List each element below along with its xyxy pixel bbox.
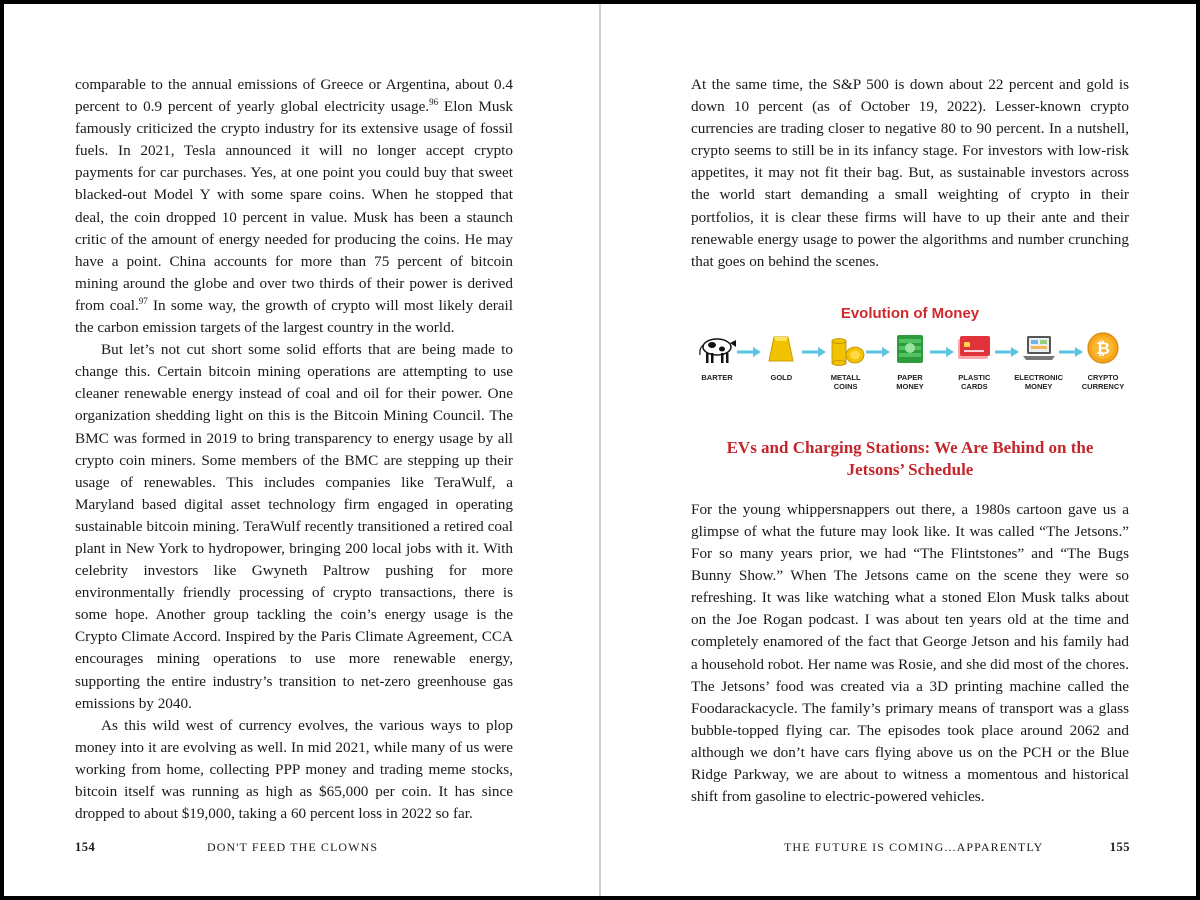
figure-stage (1013, 329, 1065, 391)
book-spread (4, 4, 1196, 896)
figure-stage-label: BARTER (701, 372, 733, 382)
left-page-body (75, 74, 513, 825)
figure-stage (755, 329, 807, 382)
banknotes-icon (890, 329, 930, 367)
section-heading-line-2: Jetsons’ Schedule (846, 459, 974, 479)
section-heading-line-1: EVs and Charging Stations: We Are Behind on the (726, 437, 1094, 457)
evolution-of-money-figure (691, 305, 1129, 405)
right-footer (784, 840, 1130, 855)
credit-card-icon (954, 329, 994, 367)
figure-stage-label: CRYPTO CURRENCY (1081, 372, 1125, 391)
left-footer (75, 840, 379, 855)
figure-stage-label: PAPER MONEY (896, 372, 924, 391)
gold-bar-icon (761, 329, 801, 367)
figure-stage (884, 329, 936, 391)
right-running-head: THE FUTURE IS COMING...APPARENTLY (784, 840, 1044, 854)
left-page-number: 154 (75, 840, 96, 854)
figure-stage (948, 329, 1000, 391)
left-paragraph: As this wild west of currency evolves, the various ways to plop money into it are evolving as well. In mid 2021, while many of us were working from home, collecting PPP money and trading meme stocks, bitcoin itself was running as high as $65,000 per coin. It has since dropped to about $19,000, taking a 60 percent loss in 2022 so far. (75, 716, 513, 823)
coins-icon (826, 329, 866, 367)
page-gutter (599, 4, 601, 896)
svg-text:₿: ₿ (1096, 338, 1110, 358)
figure-stage-label: GOLD (770, 372, 793, 382)
left-page (75, 74, 513, 825)
right-page (691, 74, 1129, 808)
cow-icon (697, 329, 737, 367)
right-paragraph-bottom: For the young whippersnappers out there, a 1980s cartoon gave us a glimpse of what the future may look like. It was called “The Jetsons.” For so many years prior, we had “The Flintstones” and “The Bugs Bunny Show.” When The Jetsons came on the scene they were so refreshing. It was like watching what a stoned Elon Musk talks about on the Joe Rogan podcast. I was about ten years old at the time and completely enamored of the fact that George Jetson and his family had a household robot. Her name was Rosie, and she did most of the chores. The Jetsons’ food was created via a 3D printing machine called the Foodarackacycle. The family’s primary means of transport was a glass bubble-topped flying car. The episodes took place around 2062 and although we don’t have cars flying above us on the PCH or the Blue Ridge Parkway, we are about to witness a momentous and historical shift from gasoline to electric-powered vehicles. (691, 500, 1129, 806)
figure-stage-label: METALL COINS (830, 372, 861, 391)
figure-stage (691, 329, 743, 382)
right-paragraph-top: At the same time, the S&P 500 is down about 22 percent and gold is down 10 percent (as of October 19, 2022). Lesser-known crypto currencies are trading closer to negative 80 to 90 percent. In a nutshell, crypto seems to still be in its infancy stage. For investors with low-risk appetites, it may not fit their bag. But, as sustainable investors across the world start demanding a small weighting of crypto in their portfolios, it is clear these firms will have to up their ante and their renewable energy usage to power the algorithms and number crunching that goes on behind the scenes. (691, 76, 1129, 270)
figure-stage-row (691, 329, 1129, 391)
left-paragraph: But let’s not cut short some solid efforts that are being made to change this. Certain bitcoin mining operations are attempting to use cleaner renewable energy instead of coal and oil for their power. One organization shedding light on this is the Bitcoin Mining Council. The BMC was formed in 2019 to bring transparency to energy usage by all crypto coin miners. Some members of the BMC are stepping up their usage of renewables. This includes companies like TeraWulf, a Maryland based digital asset technology firm engaged in operating sustainable bitcoin mining. TeraWulf recently transitioned a retired coal plant in New York to hydropower, bringing 200 local jobs with it. With celebrity investors like Gwyneth Paltrow pushing for more environmentally friendly processing of crypto transactions, there is some hope. Another group tackling the coin’s energy usage is the Crypto Climate Accord. Inspired by the Paris Climate Agreement, CCA encourages mining operations to use more renewable energy, supporting the entire industry’s transition to net-zero greenhouse gas emissions by 2040. (75, 341, 513, 712)
figure-stage-label: ELECTRONIC MONEY (1014, 372, 1064, 391)
bitcoin-icon (1083, 329, 1123, 367)
footnote-marker: 97 (138, 295, 148, 306)
section-heading (691, 437, 1129, 481)
figure-title: Evolution of Money (840, 304, 980, 322)
figure-stage (1077, 329, 1129, 391)
left-running-head: DON'T FEED THE CLOWNS (207, 840, 379, 854)
figure-stage-label: PLASTIC CARDS (958, 372, 991, 391)
left-paragraph: comparable to the annual emissions of Greece or Argentina, about 0.4 percent to 0.9 percent of yearly global electricity usage.$^{96}$ Elon Musk famously criticized the crypto industry for its extensive usage of fossil fuels. In 2021, Tesla announced it will no longer accept crypto payments for car purchases. Yes, at one point you could buy that sweet blacked-out Model Y with some spare coins. When he stopped that deal, the coin dropped 10 percent in value. Musk has been a staunch critic of the amount of energy needed for producing the coins. He may have a point. China accounts for more than 75 percent of bitcoin mining around the globe and over two thirds of their power is derived from coal.$^{97}$ In some way, the growth of crypto will most likely derail the carbon emission targets of the largest country in the world. (75, 76, 513, 337)
footnote-marker: 96 (429, 97, 439, 108)
figure-stage (820, 329, 872, 391)
right-page-number: 155 (1109, 840, 1130, 854)
laptop-icon (1019, 329, 1059, 367)
